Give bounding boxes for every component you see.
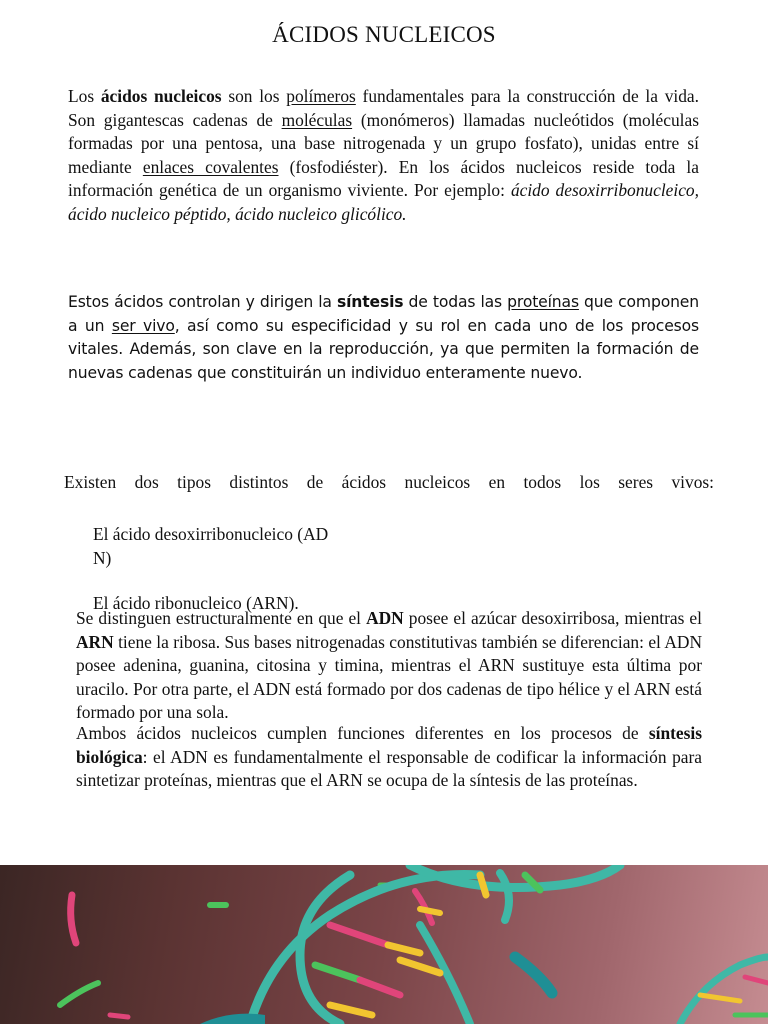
dna-rung bbox=[700, 995, 740, 1001]
decor-stroke bbox=[71, 895, 76, 943]
dna-rung bbox=[420, 909, 440, 913]
text: Estos ácidos controlan y dirigen la bbox=[68, 293, 337, 311]
link-proteinas[interactable]: proteínas bbox=[507, 293, 579, 311]
list-item-text: El ácido desoxirribonucleico (AD bbox=[93, 524, 329, 544]
types-intro: Existen dos tipos distintos de ácidos nucleicos en todos los seres vivos: bbox=[64, 472, 714, 492]
text: tiene la ribosa. Sus bases nitrogenadas constitutivas también se diferencian: el ADN posee adenina, guanina, citosina y timina, mientras el ARN sustituye esta última por uracilo. Por otra parte, el ADN está formado por dos cadenas de tipo hélice y el ARN está formado por una sola. bbox=[76, 631, 702, 723]
dna-banner bbox=[0, 865, 768, 1024]
dna-strand bbox=[410, 865, 620, 888]
list-item-text: N) bbox=[93, 547, 112, 568]
decor-stroke bbox=[110, 1015, 128, 1017]
dna-rung bbox=[360, 980, 400, 995]
bold-term-sintesis-biologica: síntesis biológica bbox=[76, 723, 702, 767]
difference-paragraph bbox=[76, 607, 702, 725]
decor-stroke bbox=[500, 873, 509, 920]
bold-term-adn: ADN bbox=[366, 608, 404, 628]
text: fundamentales para la construcción de la vida. Son gigantescas cadenas de bbox=[68, 86, 699, 130]
dna-rung bbox=[330, 1005, 372, 1015]
text: (fosfodiéster). En los ácidos nucleicos reside toda la información genética de un organismo viviente. Por ejemplo: bbox=[68, 156, 699, 201]
text: Los bbox=[68, 86, 101, 106]
dna-rung bbox=[480, 875, 486, 895]
text: (monómeros) llamadas nucleótidos (moléculas formadas por una pentosa, una base nitrogenada y un grupo fosfato), unidas entre sí mediante bbox=[68, 109, 700, 177]
dna-rung bbox=[315, 965, 360, 980]
text: : el ADN es fundamentalmente el responsable de codificar la información para sintetizar proteínas, mientras que el ARN se ocupa de la síntesis de las proteínas. bbox=[76, 746, 702, 791]
dna-rung bbox=[330, 925, 388, 945]
dna-rung bbox=[400, 960, 440, 973]
dna-helix-illustration bbox=[0, 865, 768, 1024]
dna-strand bbox=[420, 925, 470, 1024]
text: Ambos ácidos nucleicos cumplen funciones diferentes en los procesos de bbox=[76, 723, 649, 743]
function-paragraph bbox=[68, 291, 699, 385]
link-polimeros[interactable]: polímeros bbox=[286, 86, 356, 106]
decor-shape bbox=[200, 1014, 265, 1024]
text: , así como su especificidad y su rol en cada uno de los procesos vitales. Además, son clave en la reproducción, ya que permiten la formación de nuevas cadenas que constituirán un individuo enteramente nuevo. bbox=[68, 316, 699, 382]
intro-paragraph bbox=[68, 85, 699, 227]
text: son los bbox=[221, 86, 287, 106]
list-item-arn: El ácido ribonucleico (ARN). bbox=[93, 593, 299, 613]
link-moleculas[interactable]: moléculas bbox=[281, 109, 353, 130]
text: que componen a un bbox=[68, 293, 699, 335]
list-item-adn bbox=[93, 523, 361, 570]
bold-term-arn: ARN bbox=[76, 631, 114, 652]
dna-strand bbox=[300, 875, 350, 1024]
dna-rung bbox=[745, 977, 768, 983]
link-enlaces-covalentes[interactable]: enlaces covalentes bbox=[142, 156, 279, 177]
link-ser-vivo[interactable]: ser vivo bbox=[111, 316, 175, 335]
text: posee el azúcar desoxirribosa, mientras el bbox=[403, 608, 702, 628]
decor-stroke bbox=[515, 957, 552, 993]
italic-examples: ácido desoxirribonucleico, ácido nucleico péptido, ácido nucleico glicólico. bbox=[68, 180, 699, 224]
page-title: ÁCIDOS NUCLEICOS bbox=[272, 22, 496, 47]
dna-strand bbox=[250, 875, 480, 1024]
bold-term-acidos-nucleicos: ácidos nucleicos bbox=[100, 86, 222, 106]
text: de todas las bbox=[403, 293, 508, 311]
roles-paragraph bbox=[76, 722, 702, 793]
bold-term-sintesis: síntesis bbox=[336, 293, 404, 311]
decor-stroke bbox=[60, 983, 98, 1005]
text: Se distinguen estructuralmente en que el bbox=[76, 608, 367, 628]
dna-rung bbox=[388, 945, 420, 953]
